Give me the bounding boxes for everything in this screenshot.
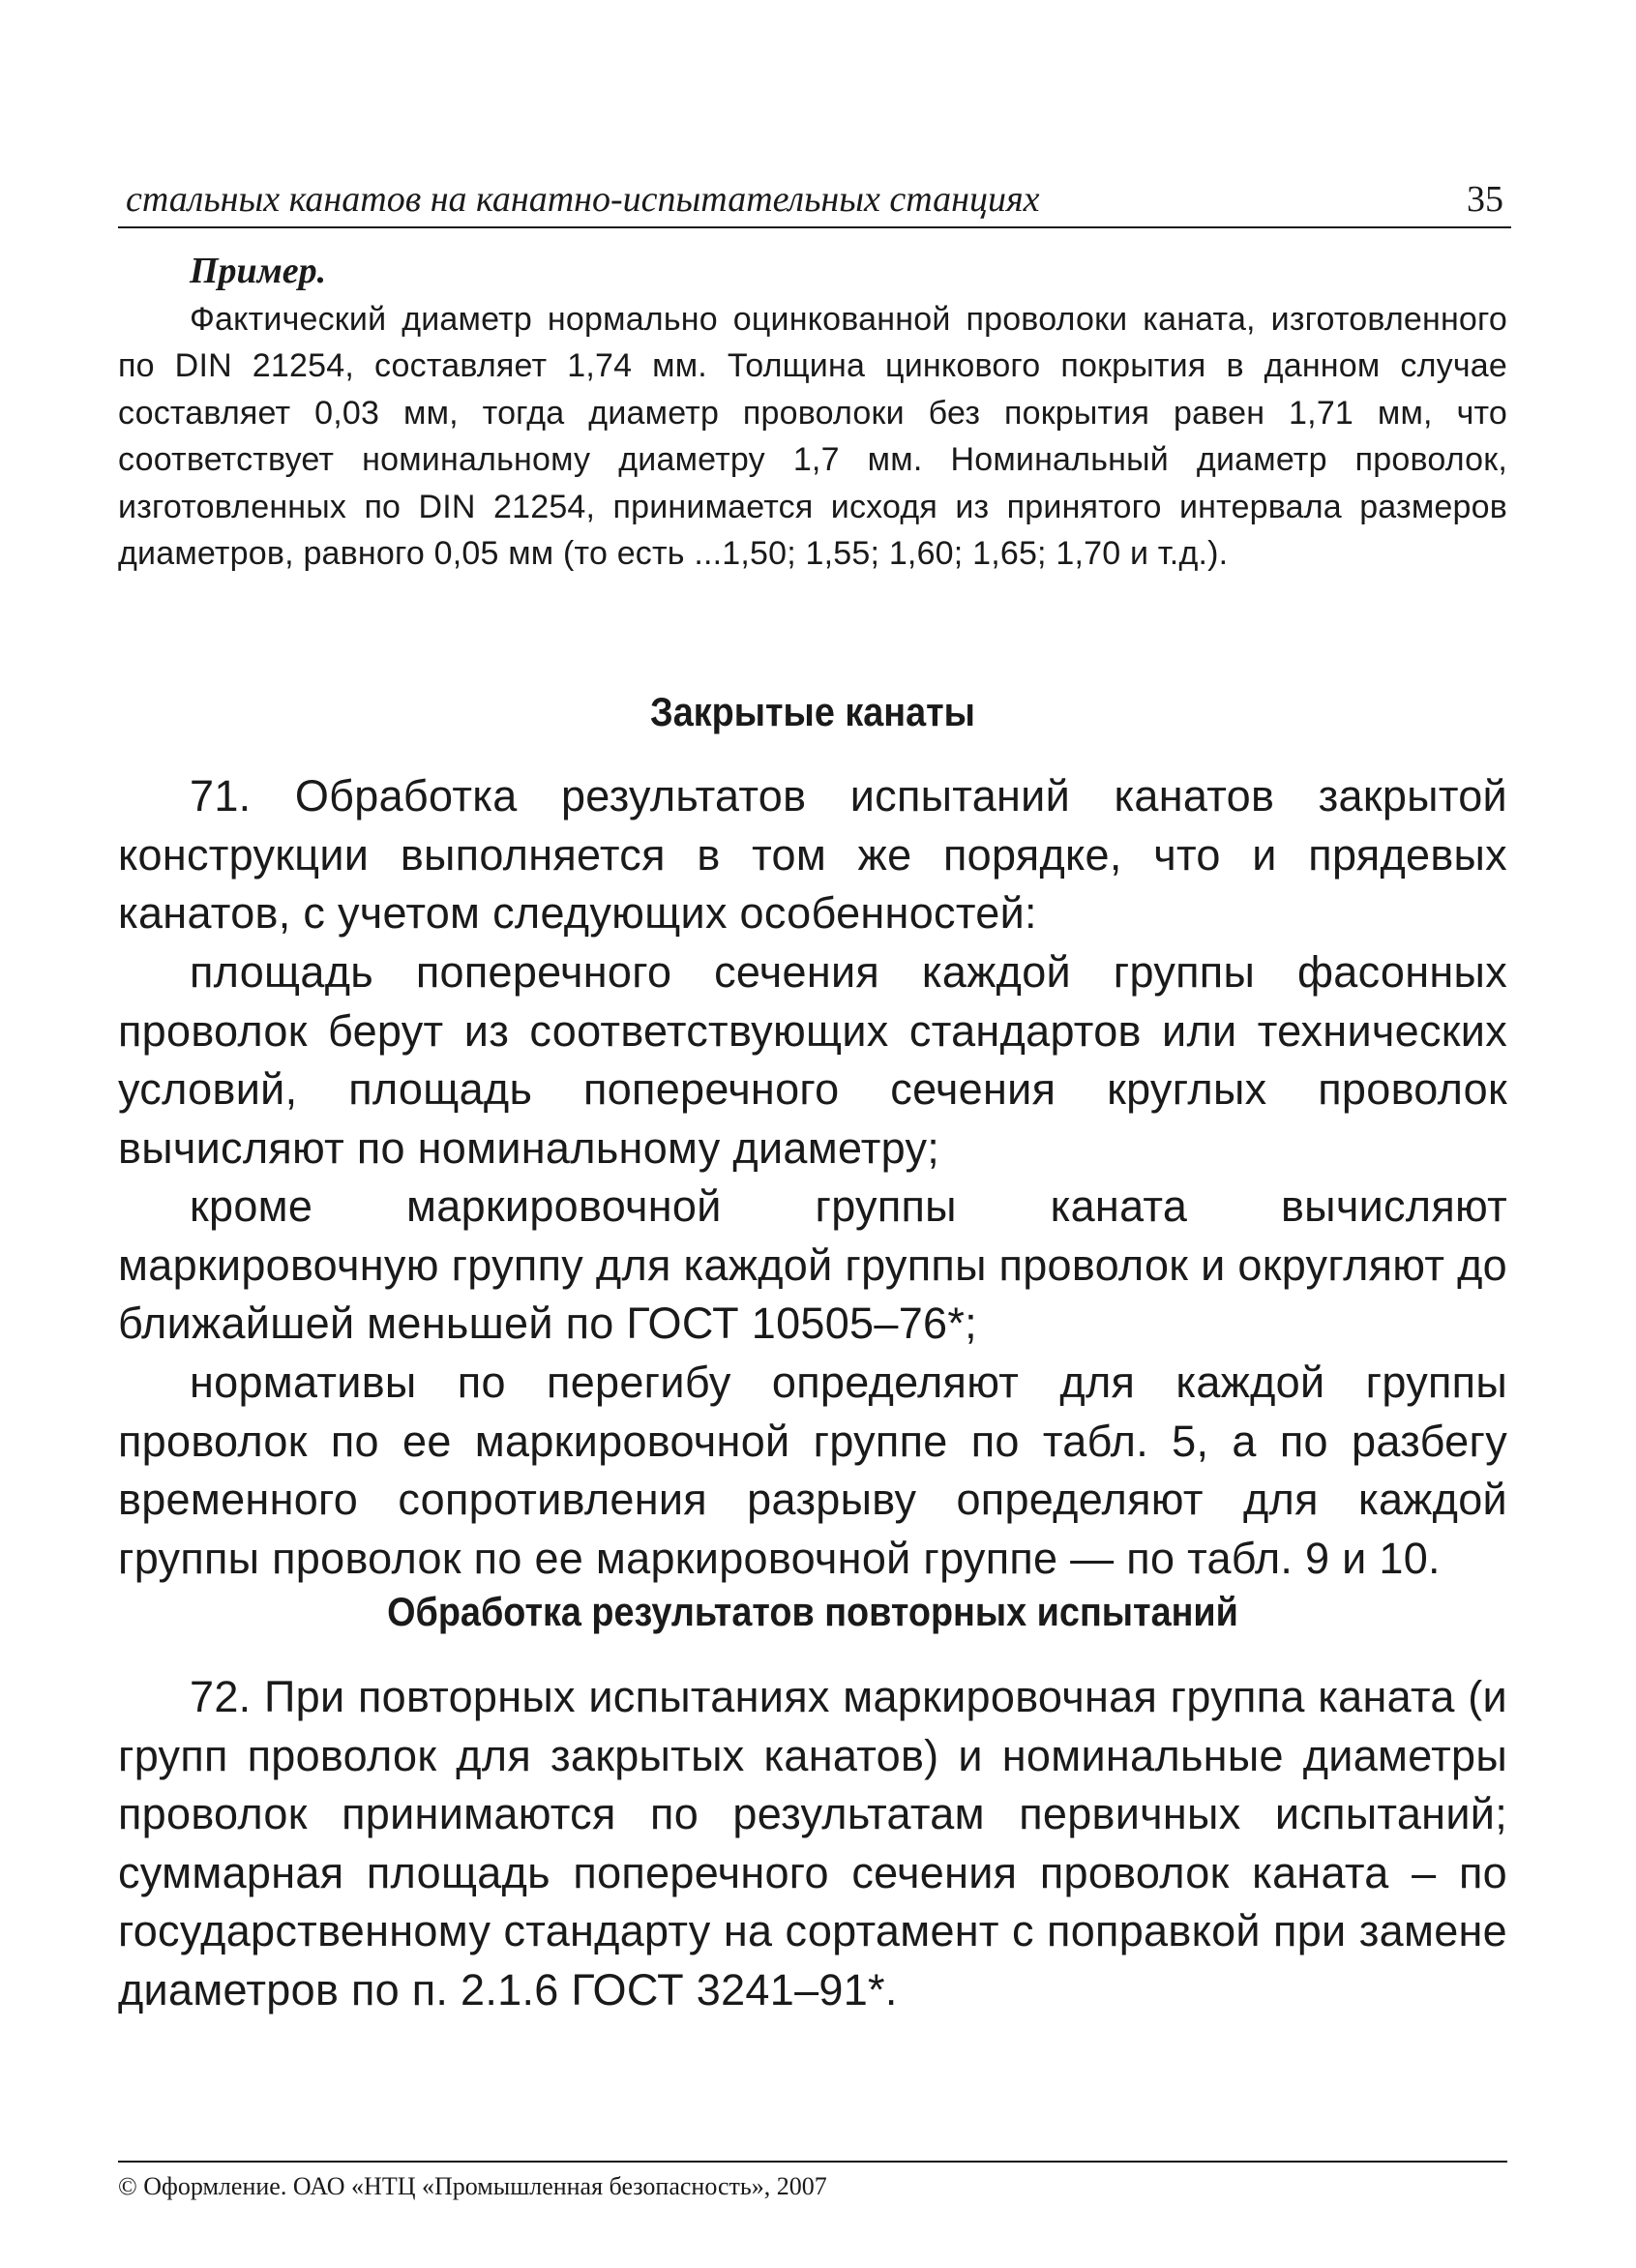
page-number: 35 xyxy=(1467,179,1503,220)
list-item: кроме маркировочной группы каната вычисляют маркировочную группу для каждой группы проволок и округляют до ближайшей меньшей по ГОСТ 10505–76*; xyxy=(118,1181,1507,1348)
running-header-title: стальных канатов на канатно-испытательных станциях xyxy=(126,179,1040,220)
running-header xyxy=(118,172,1511,228)
section-heading-closed-ropes: Закрытые канаты xyxy=(650,689,975,734)
list-item: площадь поперечного сечения каждой группы фасонных проволок берут из соответствующих стандартов или технических условий, площадь поперечного сечения круглых проволок вычисляют по номинальному диаметру; xyxy=(118,947,1507,1173)
example-label: Пример. xyxy=(190,251,327,291)
copyright-notice: © Оформление. ОАО «НТЦ «Промышленная безопасность», 2007 xyxy=(118,2172,827,2200)
paragraph-72: 72. При повторных испытаниях маркировочная группа каната (и групп проволок для закрытых канатов) и номинальные диаметры проволок принимаются по результатам первичных испытаний; суммарная площадь поперечного сечения проволок каната – по государственному стандарту на сортамент с поправкой при замене диаметров по п. 2.1.6 ГОСТ 3241–91*. xyxy=(118,1672,1507,2014)
list-item: нормативы по перегибу определяют для каждой группы проволок по ее маркировочной группе по табл. 5, а по разбегу временного сопротивления разрыву определяют для каждой группы проволок по ее маркировочной группе — по табл. 9 и 10. xyxy=(118,1358,1507,1583)
section-heading-repeat-tests: Обработка результатов повторных испытаний xyxy=(387,1589,1238,1634)
example-text: Фактический диаметр нормально оцинкованной проволоки каната, изготовленного по DIN 21254, составляет 1,74 мм. Толщина цинкового покрытия в данном случае составляет 0,03 мм, тогда диаметр проволоки без покрытия равен 1,71 мм, что соответствует номинальному диаметру 1,7 мм. Номинальный диаметр проволок, изготовленных по DIN 21254, принимается исходя из принятого интервала размеров диаметров, равного 0,05 мм (то есть ...1,50; 1,55; 1,60; 1,65; 1,70 и т.д.). xyxy=(118,301,1507,573)
paragraph-71: 71. Обработка результатов испытаний канатов закрытой конструкции выполняется в том же порядке, что и прядевых канатов, с учетом следующих особенностей: xyxy=(118,771,1507,938)
footer-divider xyxy=(118,2161,1507,2163)
